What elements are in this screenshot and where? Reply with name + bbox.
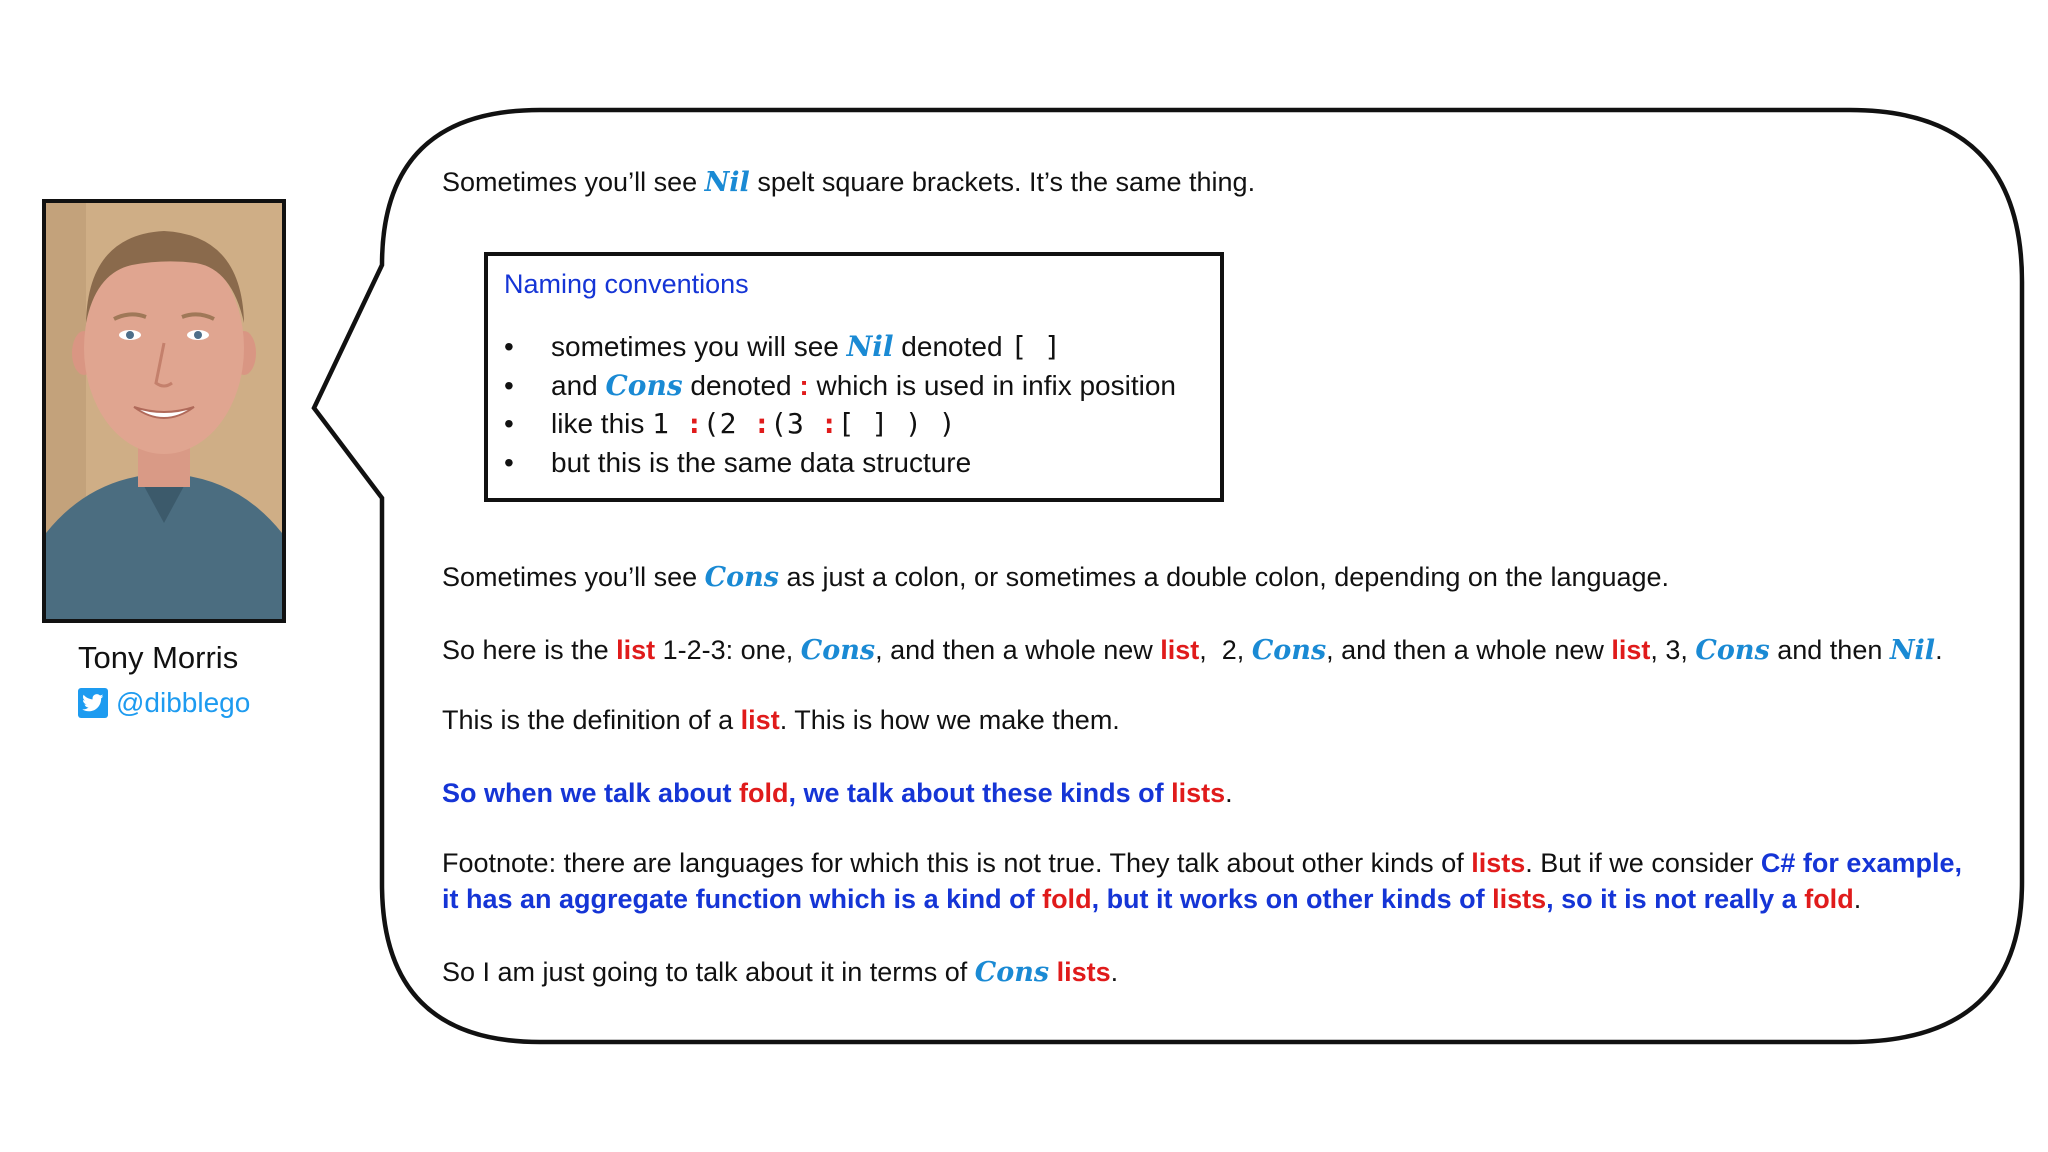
keyword-list: list (616, 635, 656, 665)
keyword-lists: lists (1171, 778, 1226, 808)
text: , and then a whole new (1326, 635, 1612, 665)
text: , 3, (1650, 635, 1696, 665)
text: denoted (893, 331, 1011, 362)
text (1049, 957, 1057, 987)
keyword-cons: Cons (1251, 635, 1327, 666)
text: , we talk about these kinds of (788, 778, 1172, 808)
keyword-nil: Nil (846, 330, 894, 363)
code: [ ] ) ) (837, 407, 956, 440)
colon-operator: : (685, 407, 703, 440)
twitter-icon (78, 688, 108, 718)
list-item (504, 328, 1204, 367)
text: . (1225, 778, 1233, 808)
text: . This is how we make them. (779, 705, 1120, 735)
speaker-name: Tony Morris (78, 640, 239, 675)
text: . (1110, 957, 1119, 987)
colon-operator: : (820, 407, 838, 440)
keyword-nil: Nil (704, 167, 750, 198)
text: . (1853, 884, 1862, 914)
list-item (504, 444, 1204, 483)
paragraph-list-definition (442, 702, 1120, 738)
text: and (551, 369, 606, 401)
text: sometimes you will see (551, 331, 847, 362)
code-empty-list: [ ] (1010, 330, 1061, 363)
text: , so it is not really a (1546, 884, 1805, 914)
text: . But if we consider (1525, 848, 1761, 878)
paragraph-footnote (442, 845, 1962, 917)
text: Sometimes you’ll see (442, 562, 705, 592)
text: , 2, (1199, 635, 1252, 665)
code: (3 (770, 407, 821, 440)
text: So I am just going to talk about it in terms of (442, 957, 975, 987)
paragraph-cons-colon (442, 559, 1669, 596)
paragraph-nil-brackets (442, 164, 1255, 201)
text: 1-2-3: one, (655, 635, 801, 665)
text: . (1935, 635, 1943, 665)
keyword-lists: lists (1471, 848, 1526, 878)
keyword-cons: Cons (605, 368, 683, 402)
keyword-cons: Cons (800, 635, 876, 666)
keyword-lists: lists (1492, 884, 1547, 914)
text: as just a colon, or sometimes a double colon, depending on the language. (778, 562, 1670, 592)
keyword-nil: Nil (1889, 635, 1936, 666)
text: Sometimes you’ll see (442, 167, 705, 197)
text: , and then a whole new (875, 635, 1161, 665)
text: So here is the (442, 635, 617, 665)
keyword-cons: Cons (974, 957, 1050, 988)
keyword-cons: Cons (1695, 635, 1770, 666)
colon-operator: : (799, 369, 809, 401)
text: This is the definition of a (442, 705, 741, 735)
paragraph-fold-lists (442, 775, 1233, 811)
keyword-list: list (740, 705, 780, 735)
list-item (504, 405, 1204, 444)
text: spelt square brackets. It’s the same thing. (749, 167, 1256, 197)
naming-conventions-box (484, 252, 1224, 502)
text: which is used in infix position (808, 369, 1176, 401)
text: denoted (682, 369, 800, 401)
paragraph-list-123 (442, 632, 1943, 669)
text: Footnote: there are languages for which this is not true. They talk about other kinds of (442, 848, 1472, 878)
text: So when we talk about (442, 778, 740, 808)
naming-conventions-title: Naming conventions (504, 269, 749, 299)
text: like this (551, 408, 653, 439)
keyword-fold: fold (739, 778, 789, 808)
keyword-fold: fold (1042, 884, 1092, 914)
keyword-fold: fold (1804, 884, 1854, 914)
naming-conventions-list (504, 328, 1204, 482)
list-item (504, 367, 1204, 406)
keyword-list: list (1160, 635, 1200, 665)
speaker-photo (42, 199, 286, 623)
keyword-list: list (1611, 635, 1651, 665)
text: but this is the same data structure (551, 446, 972, 478)
speaker-handle-text: @dibblego (116, 687, 251, 718)
keyword-lists: lists (1056, 957, 1111, 987)
code: (2 (702, 407, 754, 440)
paragraph-cons-lists (442, 954, 1118, 991)
colon-operator: : (753, 407, 771, 440)
text: C# for example, it has an aggregate function which is a kind of (442, 848, 1962, 914)
keyword-cons: Cons (704, 562, 779, 593)
text: and then (1769, 635, 1890, 665)
speaker-twitter-link[interactable] (78, 687, 250, 719)
text: , but it works on other kinds of (1091, 884, 1493, 914)
code: 1 (652, 407, 686, 440)
